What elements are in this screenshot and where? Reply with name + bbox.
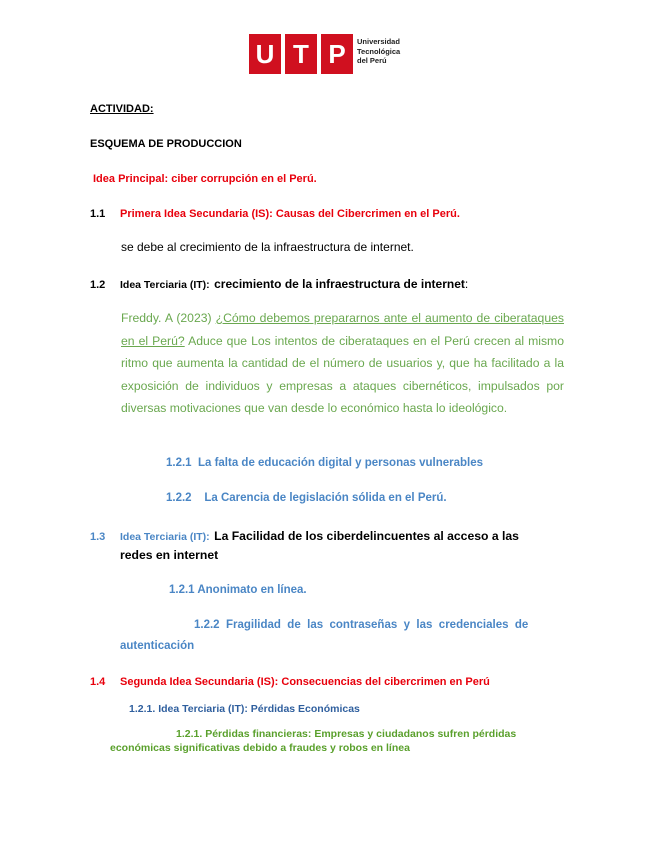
subsection-perdidas-line2: económicas significativas debido a fraudes y robos en línea <box>110 742 410 754</box>
subsection-perdidas-line1: 1.2.1. Pérdidas financieras: Empresas y ciudadanos sufren pérdidas <box>176 728 517 740</box>
utp-logo <box>249 34 409 74</box>
section-1-1-label: Primera Idea Secundaria (IS): Causas del Cibercrimen en el Perú. <box>120 208 460 220</box>
subsection-fragilidad-line2: autenticación <box>120 640 195 652</box>
section-1-1 <box>90 208 460 220</box>
section-1-3-title-line1: La Facilidad de los ciberdelincuentes al acceso a las <box>214 529 519 543</box>
logo-letter-t: T <box>285 34 317 74</box>
section-1-3-small-label: Idea Terciaria (IT): <box>120 531 210 543</box>
subsection-fragilidad-line1: 1.2.2 Fragilidad de las contraseñas y las credenciales de <box>194 619 529 631</box>
section-1-3-number: 1.3 <box>90 531 106 543</box>
subsection-1-2-1: 1.2.1 La falta de educación digital y personas vulnerables <box>166 457 484 469</box>
section-1-2-colon: : <box>464 277 469 291</box>
subsection-1-2-2: 1.2.2 La Carencia de legislación sólida en el Perú. <box>166 492 447 504</box>
section-1-4 <box>90 676 490 688</box>
section-1-2-number: 1.2 <box>90 279 106 291</box>
subsection-anonimato: 1.2.1 Anonimato en línea. <box>169 584 307 596</box>
logo-letter-p: P <box>321 34 353 74</box>
subsection-1-4-1: 1.2.1. Idea Terciaria (IT): Pérdidas Económicas <box>129 703 360 715</box>
section-1-3-title-line2: redes en internet <box>120 548 219 562</box>
logo-text-line2: Tecnológica <box>357 46 401 56</box>
section-1-1-number: 1.1 <box>90 208 106 220</box>
section-1-2 <box>90 275 468 293</box>
logo-text-line3: del Perú <box>357 56 387 65</box>
section-1-4-number: 1.4 <box>90 676 106 688</box>
citation-paragraph <box>121 307 564 420</box>
scheme-heading: ESQUEMA DE PRODUCCION <box>90 138 242 150</box>
section-1-1-text: se debe al crecimiento de la infraestructura de internet. <box>121 240 414 254</box>
section-1-4-label: Segunda Idea Secundaria (IS): Consecuencias del cibercrimen en Perú <box>120 676 490 688</box>
citation-link[interactable]: ¿Cómo debemos prepararnos ante el aumento de ciberataques en el Perú? <box>121 311 564 348</box>
logo-text <box>357 37 400 66</box>
logo-letter-u: U <box>249 34 281 74</box>
main-idea: Idea Principal: ciber corrupción en el Perú. <box>93 173 317 185</box>
section-1-2-title: crecimiento de la infraestructura de internet <box>214 277 465 291</box>
section-1-3 <box>90 527 519 545</box>
citation-body: Aduce que Los intentos de ciberataques en el Perú crecen al mismo ritmo que aumenta la cantidad de el número de usuarios y, que ha facilitado a la exposición de individuos y empresas a ataques cibernéticos, impulsados por diversas motivaciones que van desde lo económico hasta lo ideológico. <box>121 333 564 415</box>
logo-text-line1: Universidad <box>357 37 400 46</box>
citation-prefix: Freddy. A (2023) <box>121 311 216 325</box>
section-1-2-small-label: Idea Terciaria (IT): <box>120 279 210 291</box>
activity-heading: ACTIVIDAD: <box>90 103 154 115</box>
